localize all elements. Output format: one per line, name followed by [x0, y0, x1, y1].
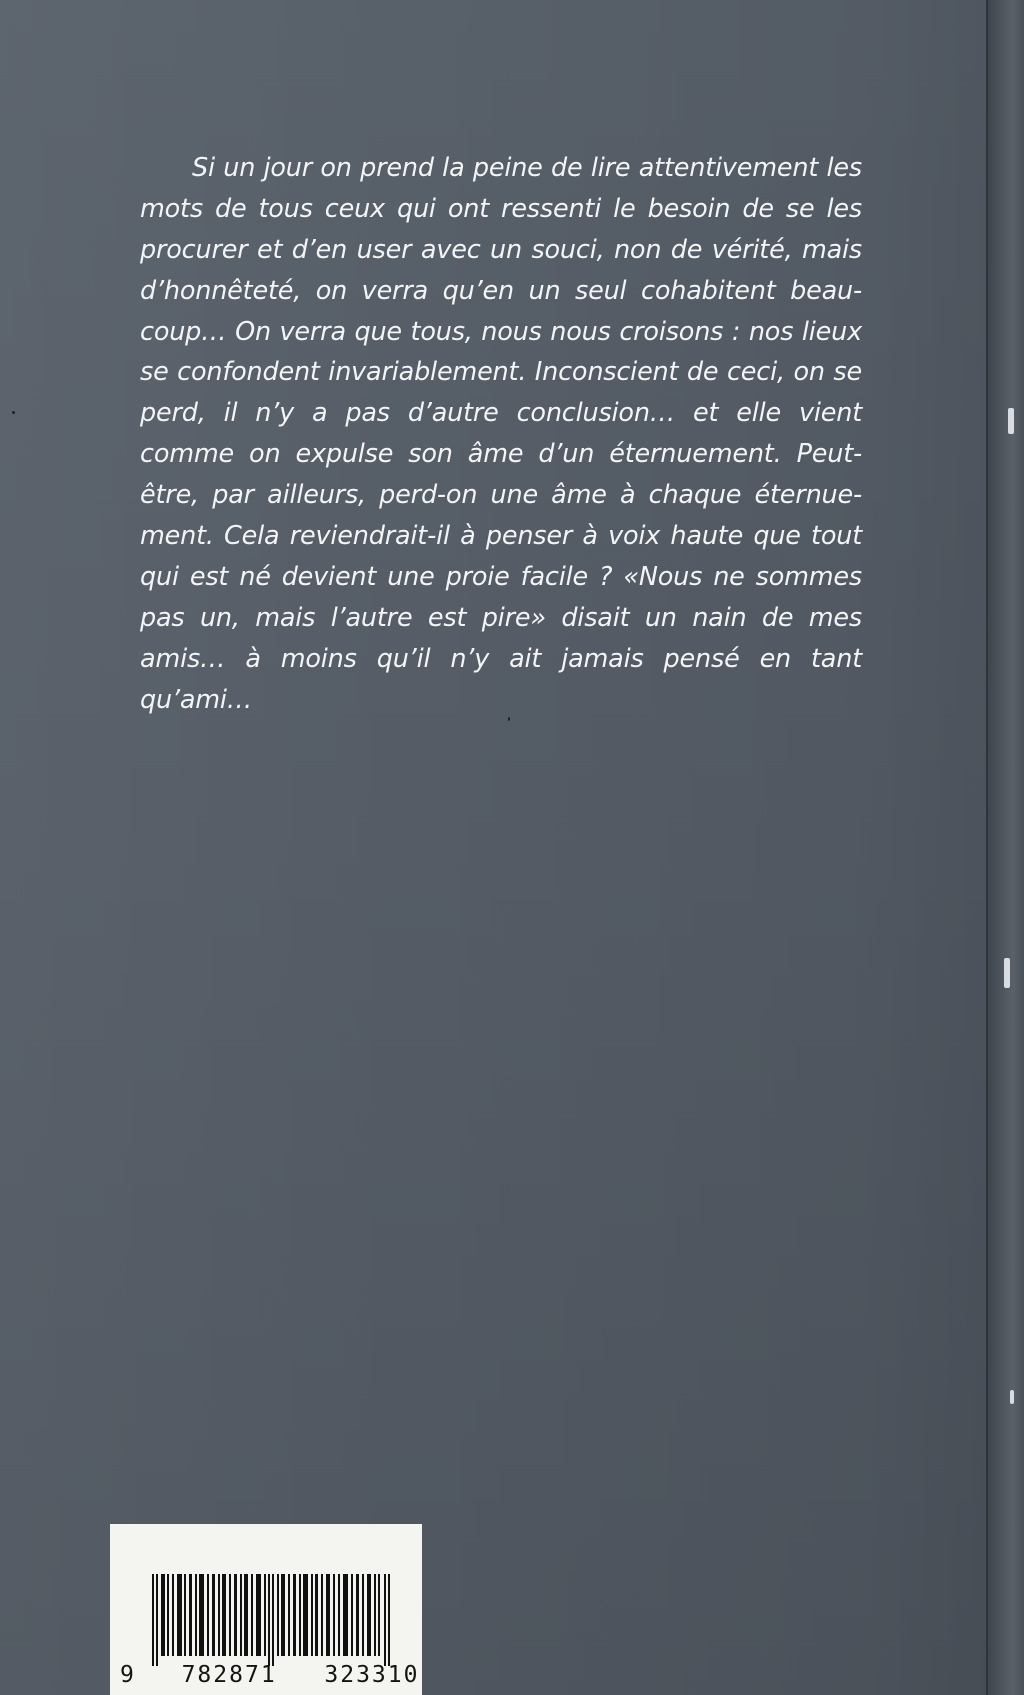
blurb-line-14: qu’ami… — [140, 684, 253, 715]
blurb-line-3: procurer et d’en user avec un souci, non de vérité, mais — [140, 234, 862, 265]
isbn-digit-group-right: 323310 — [324, 1662, 420, 1688]
isbn-digit-prefix: 9 — [120, 1662, 136, 1688]
blurb-line-2: mots de tous ceux qui ont ressenti le besoin de se les — [140, 193, 862, 224]
blurb-line-10: ment. Cela reviendrait-il à penser à voix haute que tout — [140, 521, 862, 552]
isbn-digits — [120, 1662, 420, 1688]
blurb-line-1: Si un jour on prend la peine de lire attentivement les — [192, 153, 862, 183]
spine-edge — [986, 0, 1024, 1695]
cover-speck — [508, 717, 510, 721]
blurb-line-6: se confondent invariablement. Inconscient de ceci, on se — [140, 357, 862, 388]
cover-speck — [12, 411, 15, 414]
spine-wear-mark — [1004, 958, 1010, 988]
blurb-line-4: d’honnêteté, on verra qu’en un seul cohabitent beau- — [140, 275, 862, 306]
blurb-line-11: qui est né devient une proie facile ? «Nous ne sommes — [140, 561, 862, 592]
blurb-text — [140, 148, 862, 720]
blurb-line-8: comme on expulse son âme d’un éternuement. Peut- — [140, 439, 862, 470]
isbn-barcode — [152, 1574, 390, 1666]
blurb-line-12: pas un, mais l’autre est pire» disait un nain de mes — [140, 602, 862, 633]
isbn-digit-group-left: 782871 — [181, 1662, 277, 1688]
blurb-line-13: amis… à moins qu’il n’y ait jamais pensé en tant — [140, 643, 862, 674]
barcode-label — [110, 1524, 422, 1695]
spine-wear-mark — [1010, 1390, 1014, 1404]
blurb-line-9: être, par ailleurs, perd-on une âme à chaque éternue- — [140, 480, 862, 511]
spine-wear-mark — [1008, 408, 1014, 434]
blurb-line-5: coup… On verra que tous, nous nous croisons : nos lieux — [140, 316, 862, 347]
blurb-line-7: perd, il n’y a pas d’autre conclusion… et elle vient — [140, 398, 862, 429]
